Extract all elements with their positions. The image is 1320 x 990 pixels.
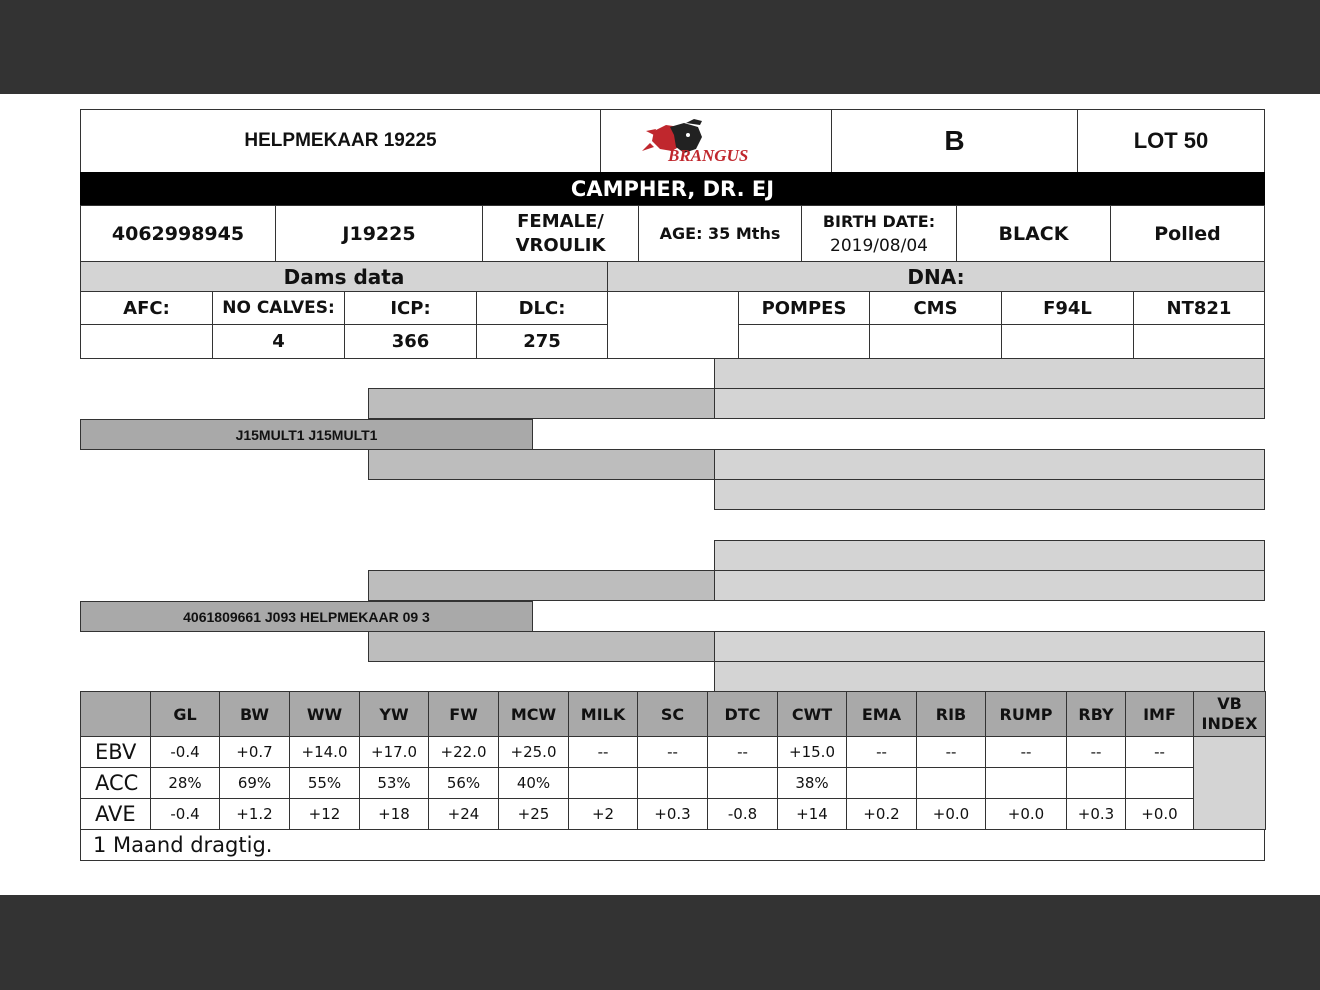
dna-header-f94l: F94L xyxy=(1001,291,1134,325)
ebv-acc-ema xyxy=(846,767,917,799)
dna-header-nt821: NT821 xyxy=(1133,291,1265,325)
owner-name: CAMPHER, DR. EJ xyxy=(80,172,1265,206)
ebv-ebv-ww: +14.0 xyxy=(289,736,360,768)
ebv-acc-ww: 55% xyxy=(289,767,360,799)
dna-value-pompes xyxy=(738,324,870,359)
ebv-ave-ww: +12 xyxy=(289,798,360,830)
ebv-ebv-imf: -- xyxy=(1125,736,1194,768)
dna-title: DNA: xyxy=(607,261,1265,292)
pedigree-sire-sire-sire xyxy=(714,358,1265,389)
ebv-acc-sc xyxy=(637,767,708,799)
registration-number: 4062998945 xyxy=(80,205,276,262)
dna-blank xyxy=(607,291,739,359)
brangus-logo xyxy=(600,109,832,173)
ebv-col-ww: WW xyxy=(289,691,360,737)
ebv-ebv-rump: -- xyxy=(985,736,1067,768)
ebv-row-label-acc: ACC xyxy=(80,767,151,799)
ebv-ebv-mcw: +25.0 xyxy=(498,736,569,768)
birth-date-label: BIRTH DATE: xyxy=(822,211,936,231)
sex-cell xyxy=(482,205,639,262)
birth-date-value: 2019/08/04 xyxy=(830,235,928,256)
ebv-col-dtc: DTC xyxy=(707,691,778,737)
ebv-col-imf: IMF xyxy=(1125,691,1194,737)
ebv-ebv-dtc: -- xyxy=(707,736,778,768)
dams-value-no-calves: 4 xyxy=(212,324,345,359)
ebv-col-cwt: CWT xyxy=(777,691,847,737)
ebv-acc-fw: 56% xyxy=(428,767,499,799)
ebv-acc-imf xyxy=(1125,767,1194,799)
ebv-ebv-yw: +17.0 xyxy=(359,736,429,768)
colour: BLACK xyxy=(956,205,1111,262)
dna-header-pompes: POMPES xyxy=(738,291,870,325)
ebv-vb-index-value xyxy=(1193,736,1266,830)
ebv-row-label-ave: AVE xyxy=(80,798,151,830)
pedigree-dam-dam-sire xyxy=(714,631,1265,662)
ebv-row-label-ebv: EBV xyxy=(80,736,151,768)
pedigree-dam-dam-dam xyxy=(714,661,1265,692)
ebv-acc-gl: 28% xyxy=(150,767,220,799)
pedigree-sire: J15MULT1 J15MULT1 xyxy=(80,419,533,450)
ebv-ebv-bw: +0.7 xyxy=(219,736,290,768)
birth-date-cell xyxy=(801,205,957,262)
ebv-ave-yw: +18 xyxy=(359,798,429,830)
pedigree-dam-dam xyxy=(368,631,715,662)
ebv-ave-dtc: -0.8 xyxy=(707,798,778,830)
ebv-ave-sc: +0.3 xyxy=(637,798,708,830)
pedigree-dam-sire-dam xyxy=(714,570,1265,601)
ebv-ebv-milk: -- xyxy=(568,736,638,768)
pedigree-dam-sire xyxy=(368,570,715,601)
ebv-ebv-rib: -- xyxy=(916,736,986,768)
ebv-acc-milk xyxy=(568,767,638,799)
ebv-ave-fw: +24 xyxy=(428,798,499,830)
vb-index-line2: INDEX xyxy=(1201,714,1258,733)
sex-line2: VROULIK xyxy=(515,234,606,256)
ebv-col-yw: YW xyxy=(359,691,429,737)
ebv-ave-ema: +0.2 xyxy=(846,798,917,830)
ebv-col-vb-index xyxy=(1193,691,1266,737)
lot-number: LOT 50 xyxy=(1077,109,1265,173)
ebv-ave-bw: +1.2 xyxy=(219,798,290,830)
dna-value-cms xyxy=(869,324,1002,359)
horn-status: Polled xyxy=(1110,205,1265,262)
ebv-acc-bw: 69% xyxy=(219,767,290,799)
ebv-acc-rib xyxy=(916,767,986,799)
dams-header-icp: ICP: xyxy=(344,291,477,325)
ebv-ebv-ema: -- xyxy=(846,736,917,768)
ebv-ebv-gl: -0.4 xyxy=(150,736,220,768)
dna-value-nt821 xyxy=(1133,324,1265,359)
ebv-ebv-sc: -- xyxy=(637,736,708,768)
ebv-ebv-rby: -- xyxy=(1066,736,1126,768)
dams-header-afc: AFC: xyxy=(80,291,213,325)
ebv-acc-rby xyxy=(1066,767,1126,799)
pedigree-sire-dam-sire xyxy=(714,449,1265,480)
ebv-ebv-cwt: +15.0 xyxy=(777,736,847,768)
ebv-col-ema: EMA xyxy=(846,691,917,737)
ebv-acc-rump xyxy=(985,767,1067,799)
dams-value-dlc: 275 xyxy=(476,324,608,359)
ebv-ave-mcw: +25 xyxy=(498,798,569,830)
ebv-acc-mcw: 40% xyxy=(498,767,569,799)
pedigree-dam-sire-sire xyxy=(714,540,1265,571)
ebv-ave-rib: +0.0 xyxy=(916,798,986,830)
dams-data-title: Dams data xyxy=(80,261,608,292)
remarks: 1 Maand dragtig. xyxy=(80,829,1265,861)
ebv-acc-dtc xyxy=(707,767,778,799)
ebv-ave-milk: +2 xyxy=(568,798,638,830)
ebv-col-rib: RIB xyxy=(916,691,986,737)
pedigree-sire-dam-dam xyxy=(714,479,1265,510)
ebv-ave-cwt: +14 xyxy=(777,798,847,830)
ebv-col-fw: FW xyxy=(428,691,499,737)
ebv-col-rby: RBY xyxy=(1066,691,1126,737)
dams-value-afc xyxy=(80,324,213,359)
pedigree-sire-sire-dam xyxy=(714,388,1265,419)
dams-value-icp: 366 xyxy=(344,324,477,359)
ebv-ave-rby: +0.3 xyxy=(1066,798,1126,830)
pedigree-sire-sire xyxy=(368,388,715,419)
ebv-ebv-fw: +22.0 xyxy=(428,736,499,768)
ebv-corner xyxy=(80,691,151,737)
animal-name: HELPMEKAAR 19225 xyxy=(80,109,601,173)
ebv-ave-gl: -0.4 xyxy=(150,798,220,830)
ebv-col-bw: BW xyxy=(219,691,290,737)
ebv-col-rump: RUMP xyxy=(985,691,1067,737)
ebv-acc-cwt: 38% xyxy=(777,767,847,799)
dna-header-cms: CMS xyxy=(869,291,1002,325)
ebv-col-gl: GL xyxy=(150,691,220,737)
ebv-ave-imf: +0.0 xyxy=(1125,798,1194,830)
grade-letter: B xyxy=(831,109,1078,173)
logo-text: BRANGUS xyxy=(668,146,749,165)
vb-index-line1: VB xyxy=(1217,694,1242,713)
sex-line1: FEMALE/ xyxy=(517,210,604,232)
dams-header-no-calves: NO CALVES: xyxy=(212,291,345,325)
dams-header-dlc: DLC: xyxy=(476,291,608,325)
pedigree-sire-dam xyxy=(368,449,715,480)
ebv-col-mcw: MCW xyxy=(498,691,569,737)
brangus-logo-icon xyxy=(636,117,796,165)
ebv-acc-yw: 53% xyxy=(359,767,429,799)
animal-id: J19225 xyxy=(275,205,483,262)
ebv-col-sc: SC xyxy=(637,691,708,737)
dna-value-f94l xyxy=(1001,324,1134,359)
pedigree-dam: 4061809661 J093 HELPMEKAAR 09 3 xyxy=(80,601,533,632)
ebv-col-milk: MILK xyxy=(568,691,638,737)
ebv-ave-rump: +0.0 xyxy=(985,798,1067,830)
age: AGE: 35 Mths xyxy=(638,205,802,262)
